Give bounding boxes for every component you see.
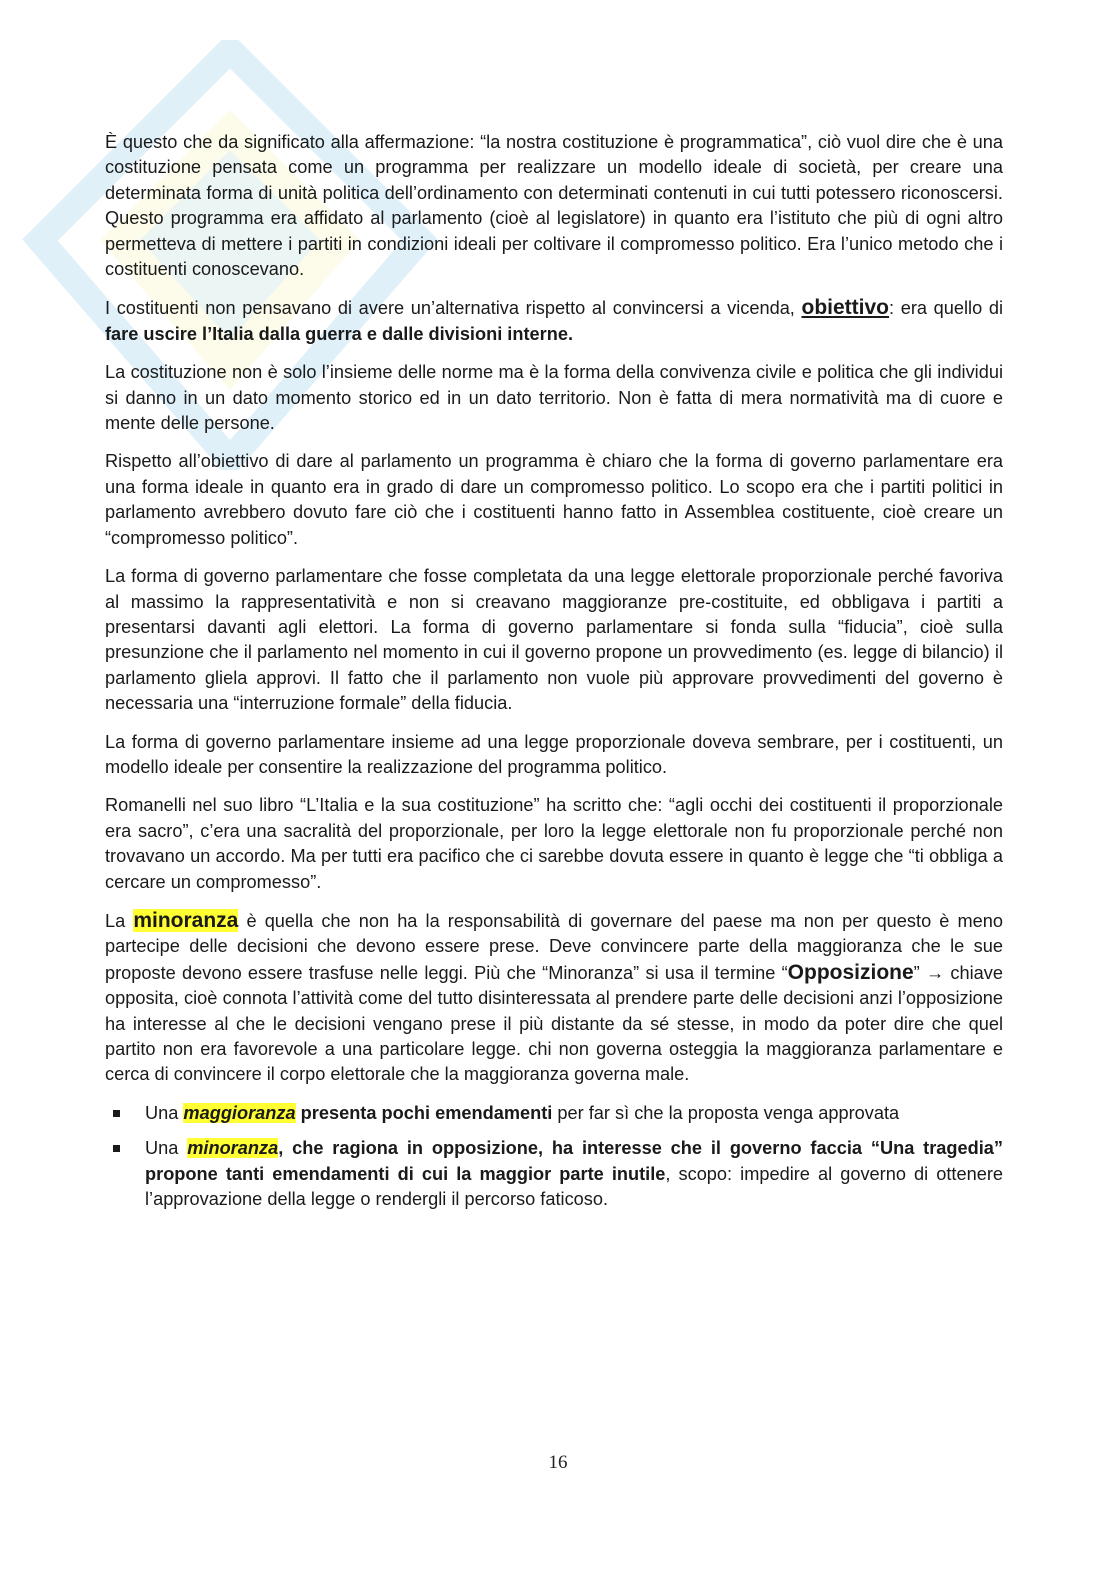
keyword-obiettivo: obiettivo — [801, 296, 890, 320]
paragraph-costituzione: La costituzione non è solo l’insieme delle norme ma è la forma della convivenza civile e politica che gli individui si danno in un dato momento storico ed in un dato territorio. Non è fatta di mera normatività ma di cuore e mente delle persone. — [105, 362, 1003, 434]
highlight-minoranza: minoranza — [133, 908, 239, 932]
bold-goal: fare uscire l’Italia dalla guerra e dalle divisioni interne. — [105, 323, 573, 344]
paragraph-legge-proporzionale: La forma di governo parlamentare insieme ad una legge proporzionale doveva sembrare, per i costituenti, un modello ideale per consentire la realizzazione del programma politico. — [105, 731, 1003, 777]
paragraph-programma-parlamento: Rispetto all’obiettivo di dare al parlamento un programma è chiaro che la forma di governo parlamentare era una forma ideale in quanto era in grado di dare un compromesso politico. Lo scopo era che i partiti politici in parlamento avrebbero dovuto fare ciò che i costituenti hanno fatto in Assemblea costituente, cioè creare un “compromesso politico”. — [105, 451, 1003, 548]
document-body — [105, 130, 1003, 1222]
bullet-square-icon — [113, 1110, 120, 1117]
paragraph-forma-governo: La forma di governo parlamentare che fosse completata da una legge elettorale proporzionale perché favoriva al massimo la rappresentatività e non si creavano maggioranze pre-costituite, ed obbligava i partiti a presentarsi davanti agli elettori. La forma di governo parlamentare si fonda sulla “fiducia”, cioè sulla presunzione che il parlamento nel momento in cui il governo propone un provvedimento (es. legge di bilancio) il parlamento gliela approvi. Il fatto che il parlamento non vuole più approvare provvedimenti del governo è necessaria una “interruzione formale” della fiducia. — [105, 566, 1003, 714]
arrow-right-icon: → — [925, 962, 945, 983]
paragraph-romanelli: Romanelli nel suo libro “L’Italia e la sua costituzione” ha scritto che: “agli occhi dei costituenti il proporzionale era sacro”, c’era una sacralità del proporzionale, per loro la legge elettorale non fu proporzionale perché non trovavano un accordo. Ma per tutti era pacifico che ci sarebbe dovuta essere in quanto è legge che “ti obbliga a cercare un compromesso”. — [105, 795, 1003, 892]
bullet-square-icon — [113, 1145, 120, 1152]
keyword-opposizione: Opposizione — [787, 960, 914, 984]
list-item: Una maggioranza presenta pochi emendamenti per far sì che la proposta venga approvata — [105, 1101, 1003, 1126]
paragraph-obiettivo: I costituenti non pensavano di avere un’alternativa rispetto al convincersi a vicenda, obiettivo: era quello di fare uscire l’Italia dalla guerra e dalle divisioni interne. — [105, 296, 1003, 344]
highlight-maggioranza: maggioranza — [183, 1102, 296, 1123]
paragraph-programmatica: È questo che da significato alla affermazione: “la nostra costituzione è programmatica”, ciò vuol dire che è una costituzione pensata come un programma per realizzare un modello ideale di società, per creare una determinata forma di unità politica dell’ordinamento con determinati contenuti in cui tutti potessero riconoscersi. Questo programma era affidato al parlamento (cioè al legislatore) in quanto era l’istituto che più di ogni altro permetteva di mettere i partiti in condizioni ideali per coltivare il compromesso politico. Era l’unico metodo che i costituenti conoscevano. — [105, 132, 1003, 280]
page-number: 16 — [548, 1452, 568, 1473]
list-item: Una minoranza, che ragiona in opposizione, ha interesse che il governo faccia “Una tragedia” propone tanti emendamenti di cui la maggior parte inutile, scopo: impedire al governo di ottenere l’approvazione della legge o rendergli il percorso faticoso. — [105, 1136, 1003, 1212]
bullet-list — [105, 1101, 1003, 1213]
paragraph-minoranza: La minoranza è quella che non ha la responsabilità di governare del paese ma non per questo è meno partecipe delle decisioni che devono essere prese. Deve convincere parte della maggioranza che le sue proposte devono essere trasfuse nelle leggi. Più che “Minoranza” si usa il termine “Opposizione” → chiave opposita, cioè connota l’attività come del tutto disinteressata al prendere parte delle decisioni anzi l’opposizione ha interesse al che le decisioni vengano prese il più distante da sé stesse, in modo da poter dire che quel partito non era favorevole a una particolare legge. chi non governa osteggia la maggioranza parlamentare e cerca di convincere il corpo elettorale che la maggioranza governa male. — [105, 908, 1003, 1085]
highlight-minoranza-bullet: minoranza — [187, 1138, 279, 1159]
